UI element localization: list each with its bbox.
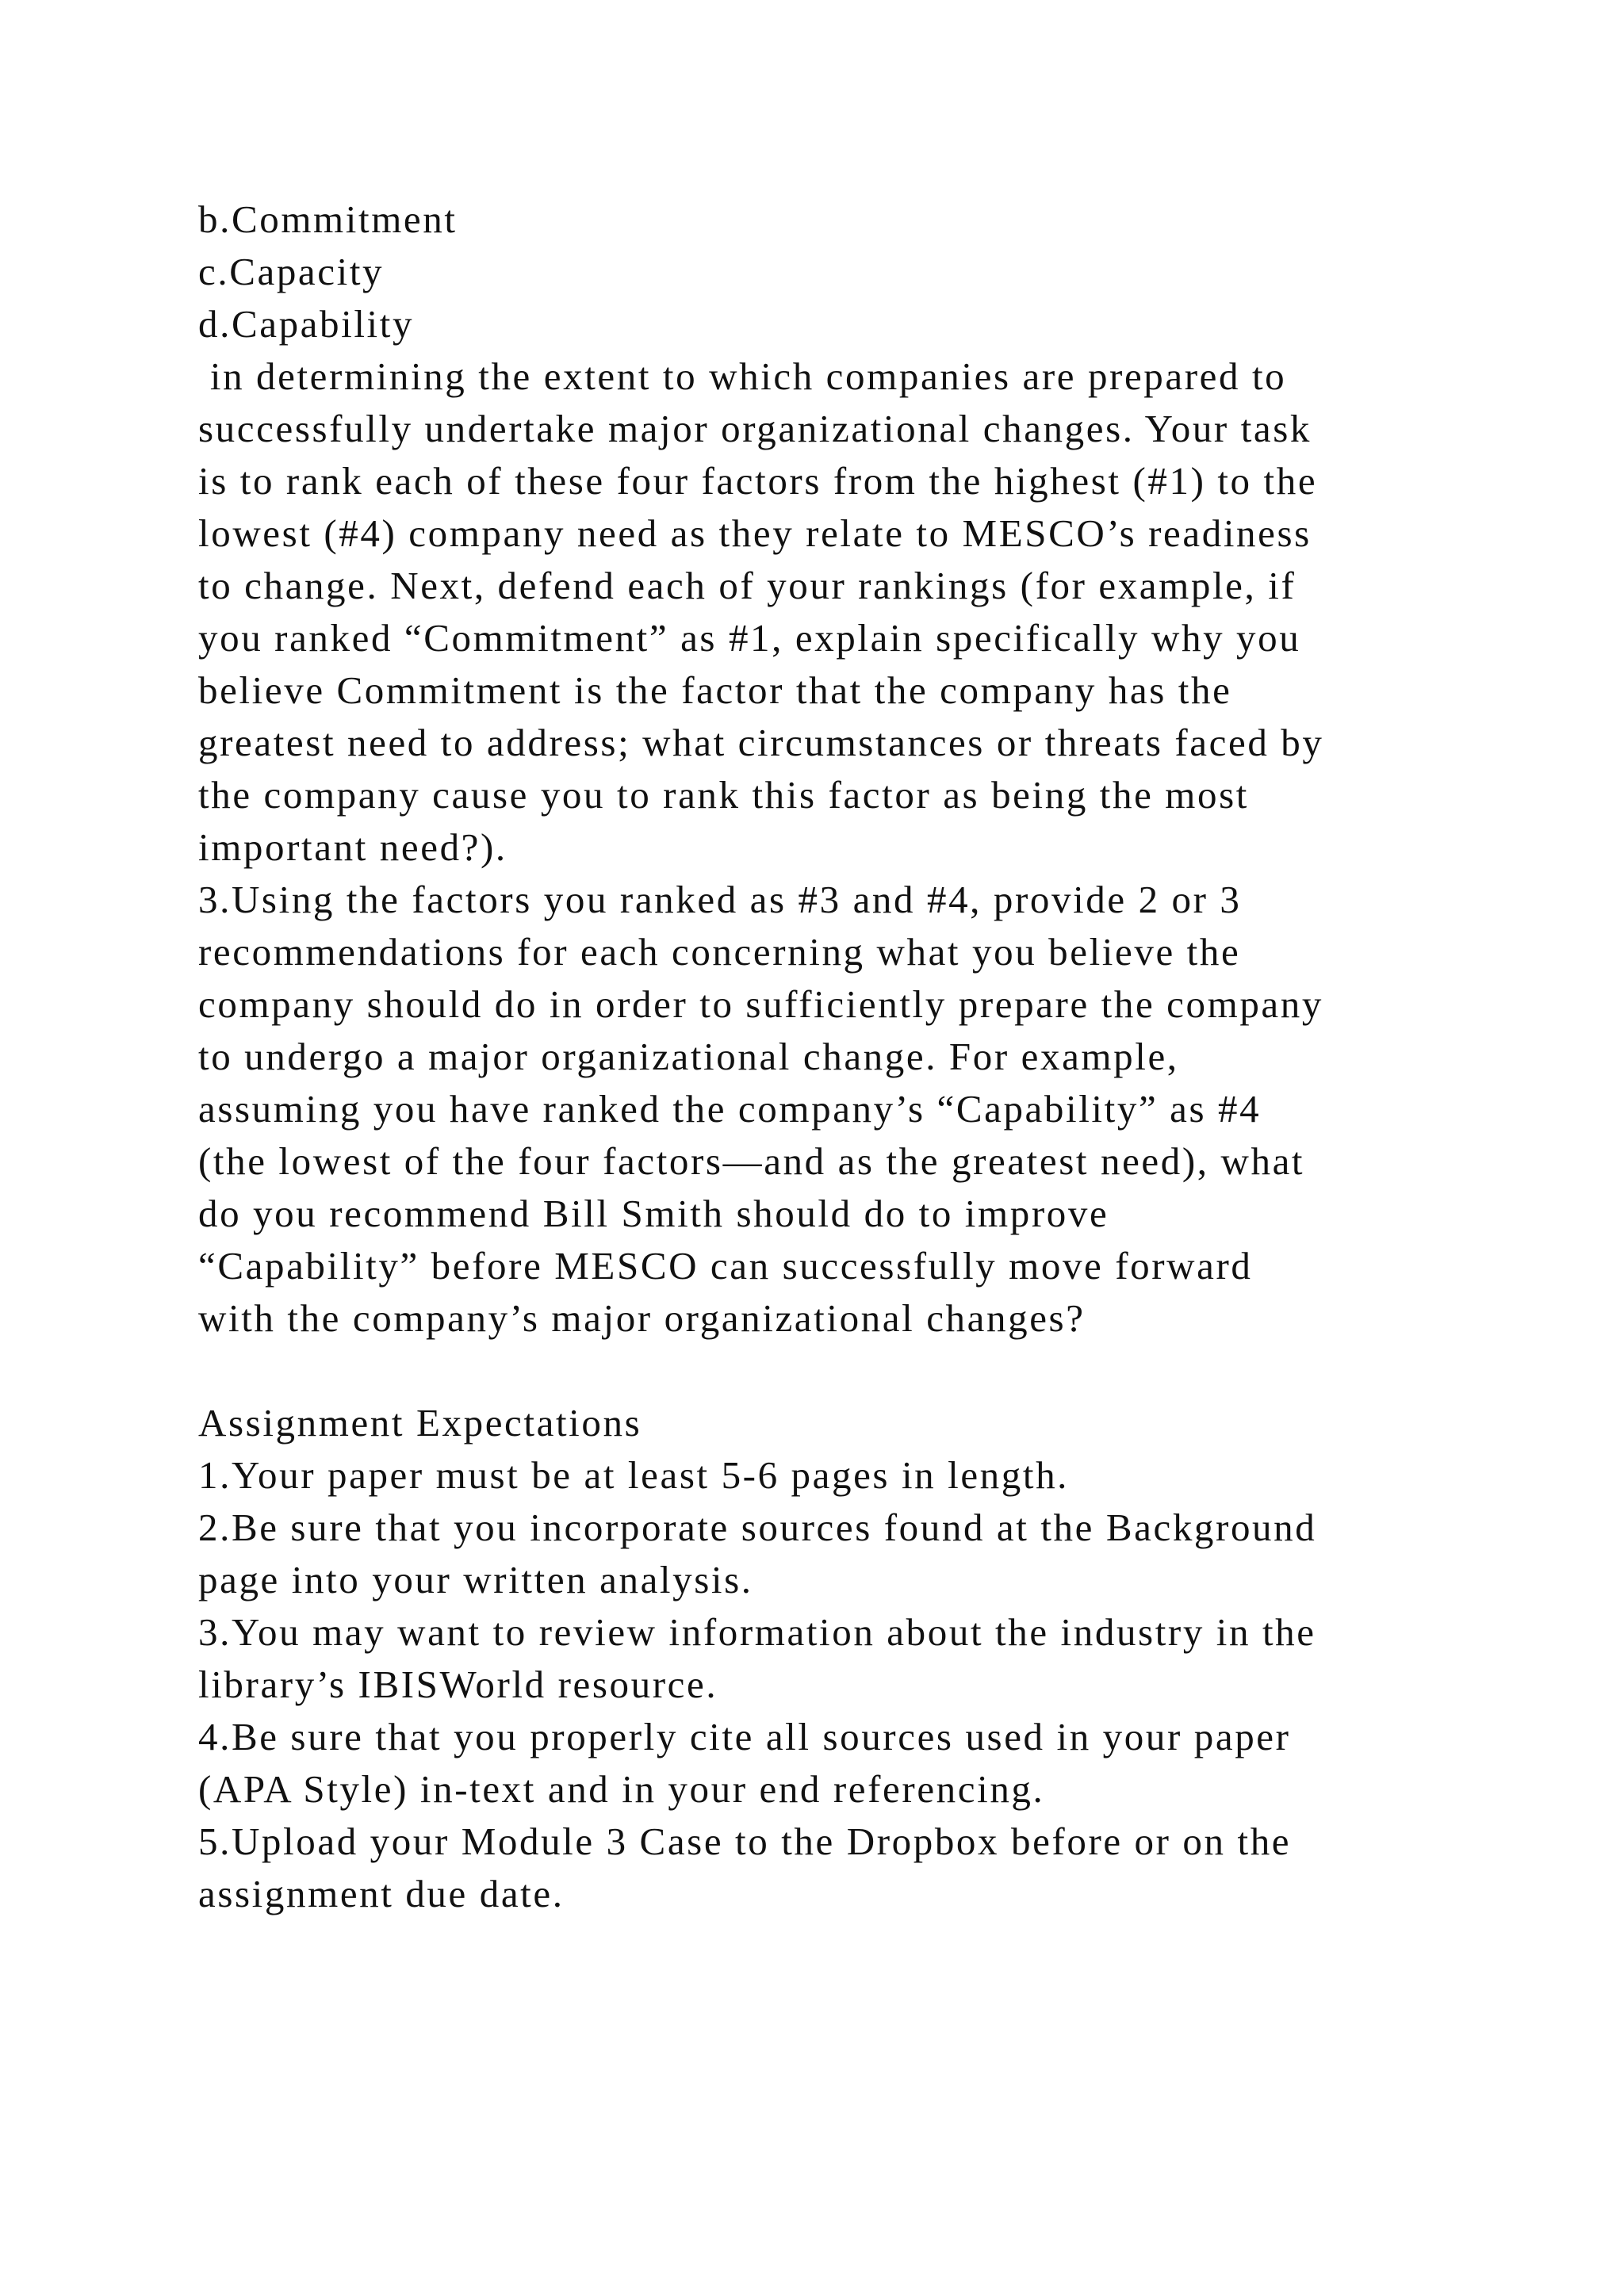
expectation-line: 2.Be sure that you incorporate sources found at the Background	[198, 1506, 1317, 1549]
expectation-line: page into your written analysis.	[198, 1558, 753, 1601]
document-body	[198, 193, 1499, 1920]
item-3-line: to undergo a major organizational change. For example,	[198, 1035, 1179, 1078]
item-3-line: “Capability” before MESCO can successfully move forward	[198, 1244, 1253, 1288]
paragraph-line: important need?).	[198, 825, 508, 869]
expectations-heading: Assignment Expectations	[198, 1401, 642, 1445]
paragraph-spacer	[198, 1345, 1499, 1397]
paragraph-line: in determining the extent to which companies are prepared to	[198, 354, 1287, 398]
expectation-line: assignment due date.	[198, 1872, 565, 1915]
paragraph-line: greatest need to address; what circumstances or threats faced by	[198, 721, 1324, 764]
item-3-line: do you recommend Bill Smith should do to improve	[198, 1192, 1109, 1235]
item-3-line: assuming you have ranked the company’s “Capability” as #4	[198, 1087, 1262, 1131]
paragraph-line: you ranked “Commitment” as #1, explain specifically why you	[198, 616, 1301, 660]
paragraph-line: to change. Next, defend each of your rankings (for example, if	[198, 564, 1297, 607]
expectation-line: 1.Your paper must be at least 5-6 pages in length.	[198, 1453, 1070, 1497]
paragraph-line: lowest (#4) company need as they relate to MESCO’s readiness	[198, 511, 1312, 555]
factor-commitment: b.Commitment	[198, 197, 458, 241]
paragraph-line: the company cause you to rank this factor as being the most	[198, 773, 1249, 817]
expectation-line: 3.You may want to review information about the industry in the	[198, 1610, 1316, 1654]
expectation-line: 4.Be sure that you properly cite all sources used in your paper	[198, 1715, 1291, 1758]
expectation-line: 5.Upload your Module 3 Case to the Dropbox before or on the	[198, 1820, 1292, 1863]
expectation-line: library’s IBISWorld resource.	[198, 1663, 718, 1706]
paragraph-line: is to rank each of these four factors from the highest (#1) to the	[198, 459, 1318, 503]
factor-capability: d.Capability	[198, 302, 415, 346]
factor-capacity: c.Capacity	[198, 250, 385, 293]
item-3-line: company should do in order to sufficiently prepare the company	[198, 982, 1323, 1026]
paragraph-line: believe Commitment is the factor that the company has the	[198, 668, 1232, 712]
item-3-line: (the lowest of the four factors—and as the greatest need), what	[198, 1139, 1305, 1183]
item-3-line: with the company’s major organizational changes?	[198, 1296, 1086, 1340]
item-3-line: recommendations for each concerning what you believe the	[198, 930, 1241, 974]
item-3-line: 3.Using the factors you ranked as #3 and #4, provide 2 or 3	[198, 878, 1242, 921]
expectation-line: (APA Style) in-text and in your end referencing.	[198, 1767, 1045, 1811]
paragraph-line: successfully undertake major organizational changes. Your task	[198, 407, 1312, 450]
